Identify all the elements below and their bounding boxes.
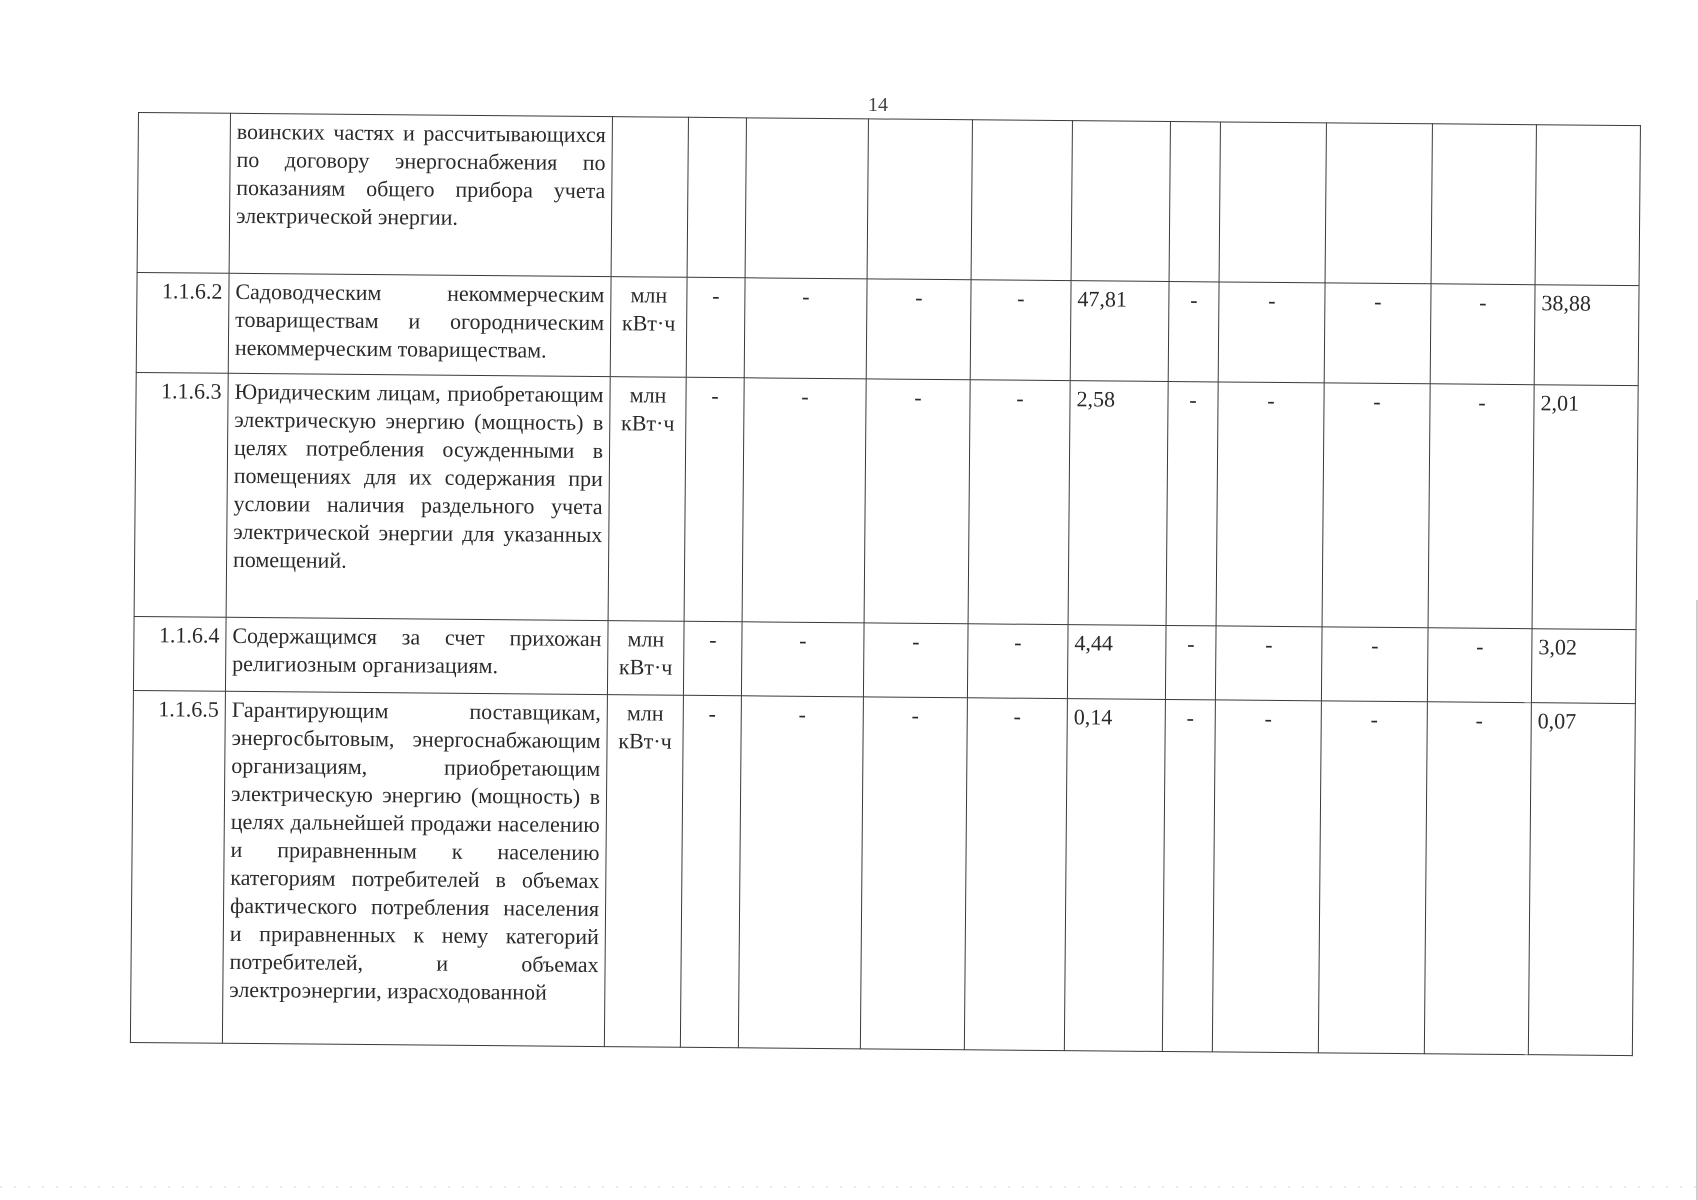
row-unit: млн кВт·ч bbox=[608, 377, 686, 622]
value-cell: - bbox=[1318, 701, 1427, 1054]
value-cell: - bbox=[866, 279, 971, 380]
row-description: воинских частях и рассчитывающихся по договору энергоснабжения по показаниям общего прибора учета электрической энергии. bbox=[229, 113, 612, 276]
value-cell: 4,44 bbox=[1067, 625, 1166, 700]
row-number bbox=[137, 113, 230, 274]
value-cell: 0,07 bbox=[1528, 703, 1635, 1056]
row-unit bbox=[611, 117, 688, 278]
value-cell: - bbox=[1212, 700, 1321, 1053]
value-cell: - bbox=[1322, 383, 1430, 628]
value-cell: - bbox=[1427, 628, 1532, 703]
value-cell: - bbox=[684, 377, 744, 621]
table-row bbox=[130, 690, 1635, 1055]
value-cell: 3,02 bbox=[1531, 629, 1636, 704]
tariff-volume-table bbox=[130, 112, 1641, 1056]
value-cell bbox=[687, 117, 746, 278]
value-cell bbox=[1169, 122, 1220, 282]
value-cell bbox=[1219, 122, 1326, 283]
table-row bbox=[133, 616, 1636, 703]
value-cell: - bbox=[1321, 627, 1428, 702]
value-cell bbox=[1071, 121, 1170, 282]
value-cell bbox=[867, 119, 972, 280]
value-cell bbox=[1535, 125, 1640, 286]
row-description: Содержащимся за счет прихожан религиозным организациям. bbox=[225, 617, 608, 694]
value-cell bbox=[745, 118, 868, 279]
row-description: Садоводческим некоммерческим товариществам и огородническим некоммерческим товариществам. bbox=[228, 273, 611, 376]
value-cell: - bbox=[683, 621, 742, 696]
value-cell: 38,88 bbox=[1534, 285, 1639, 386]
scan-artifact bbox=[0, 1186, 1698, 1188]
value-cell: - bbox=[1216, 382, 1324, 627]
row-number: 1.1.6.5 bbox=[130, 690, 225, 1043]
value-cell: - bbox=[964, 698, 1067, 1051]
value-cell: - bbox=[1428, 384, 1534, 629]
value-cell: - bbox=[1424, 702, 1531, 1055]
row-description: Юридическим лицам, приобретающим электрическую энергию (мощность) в целях потребления осужденными в помещениях для их содержания при условии наличия раздельного учета электрической энергии для указанных помещений. bbox=[226, 373, 610, 620]
value-cell: - bbox=[1218, 282, 1325, 383]
value-cell: - bbox=[1162, 699, 1215, 1051]
value-cell: - bbox=[968, 380, 1070, 625]
table-row bbox=[137, 113, 1640, 286]
value-cell: - bbox=[742, 378, 866, 623]
value-cell: - bbox=[1165, 625, 1216, 699]
row-number: 1.1.6.4 bbox=[133, 616, 226, 691]
row-description: Гарантирующим поставщикам, энергосбытовым, энергоснабжающим организациям, приобретающим электрическую энергию (мощность) в целях дальнейшей продажи населению и приравненным к населению категориям потребителей в объемах фактического потребления населения и приравненных к нему категорий потребителей, и объемах электроэнергии, израсходованной bbox=[222, 691, 607, 1046]
value-cell: 47,81 bbox=[1070, 281, 1169, 382]
table-row bbox=[134, 372, 1638, 629]
value-cell: - bbox=[680, 695, 741, 1047]
value-cell: 2,58 bbox=[1068, 381, 1168, 626]
value-cell: - bbox=[864, 379, 970, 624]
value-cell: - bbox=[970, 280, 1071, 381]
value-cell: - bbox=[1168, 282, 1219, 382]
value-cell: - bbox=[1166, 382, 1218, 626]
value-cell: - bbox=[1430, 284, 1535, 385]
value-cell: 2,01 bbox=[1532, 385, 1638, 630]
value-cell: - bbox=[1324, 283, 1431, 384]
row-unit: млн кВт·ч bbox=[604, 695, 683, 1048]
table-row bbox=[136, 272, 1639, 385]
row-number: 1.1.6.2 bbox=[136, 272, 229, 373]
row-unit: млн кВт·ч bbox=[607, 621, 684, 696]
row-unit: млн кВт·ч bbox=[610, 277, 687, 378]
value-cell bbox=[1325, 123, 1432, 284]
value-cell: - bbox=[744, 278, 867, 379]
value-cell: - bbox=[860, 697, 967, 1050]
value-cell: 0,14 bbox=[1064, 699, 1165, 1052]
value-cell: - bbox=[863, 623, 968, 698]
value-cell: - bbox=[967, 624, 1068, 699]
value-cell: - bbox=[1215, 626, 1322, 701]
value-cell: - bbox=[741, 622, 864, 697]
page-number: 14 bbox=[868, 94, 888, 116]
value-cell: - bbox=[738, 696, 863, 1049]
value-cell: - bbox=[686, 277, 745, 378]
row-number: 1.1.6.3 bbox=[134, 372, 228, 617]
value-cell bbox=[971, 120, 1072, 281]
value-cell bbox=[1431, 124, 1536, 285]
